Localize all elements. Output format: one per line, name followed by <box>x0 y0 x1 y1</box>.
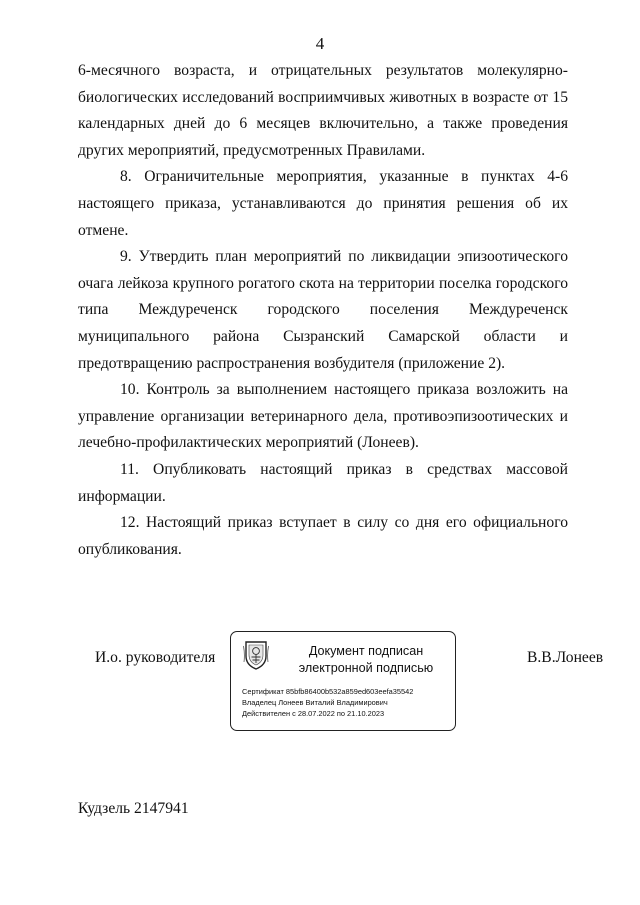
paragraph-item-12: 12. Настоящий приказ вступает в силу со дня его официального опубликования. <box>78 514 568 558</box>
stamp-title-line-2: электронной подписью <box>298 661 434 675</box>
coat-of-arms-icon <box>243 640 269 670</box>
paragraph-item-11: 11. Опубликовать настоящий приказ в средствах массовой информации. <box>78 460 568 505</box>
paragraph-item-8: 8. Ограничительные мероприятия, указанные в пунктах 4-6 настоящего приказа, устанавливаются до принятия решения об их отмене. <box>78 168 568 239</box>
page-number: 4 <box>315 34 325 53</box>
stamp-title <box>281 643 451 677</box>
document-author: Кудзель 2147941 <box>78 800 189 817</box>
paragraph-item-9: 9. Утвердить план мероприятий по ликвидации эпизоотического очага лейкоза крупного рогатого скота на территории поселка городского типа Междуреченск городского поселения Междуреченск муниципального района Сызранский Самарской области и предотвращению распространения возбудителя (приложение 2). <box>78 248 568 372</box>
stamp-validity: Действителен с 28.07.2022 по 21.10.2023 <box>242 709 385 718</box>
stamp-title-line-1: Документ подписан <box>308 644 424 658</box>
signatory-name: В.В.Лонеев <box>527 649 604 666</box>
electronic-signature-stamp <box>230 631 456 731</box>
paragraph-continuation: 6-месячного возраста, и отрицательных результатов молекулярно-биологических исследований восприимчивых животных в возрасте от 15 календарных дней до 6 месяцев включительно, а также проведения других мероприятий, предусмотренных Правилами. <box>78 62 568 159</box>
signatory-position: И.о. руководителя <box>95 649 216 666</box>
document-body <box>78 58 568 563</box>
stamp-owner: Владелец Лонеев Виталий Владимирович <box>242 698 388 707</box>
stamp-certificate: Сертификат 85bfb86400b532a859ed603eefa35542 <box>242 687 414 696</box>
paragraph-item-10: 10. Контроль за выполнением настоящего приказа возложить на управление организации ветеринарного дела, противоэпизоотических и лечебно-профилактических мероприятий (Лонеев). <box>78 381 568 452</box>
stamp-details <box>242 686 413 719</box>
